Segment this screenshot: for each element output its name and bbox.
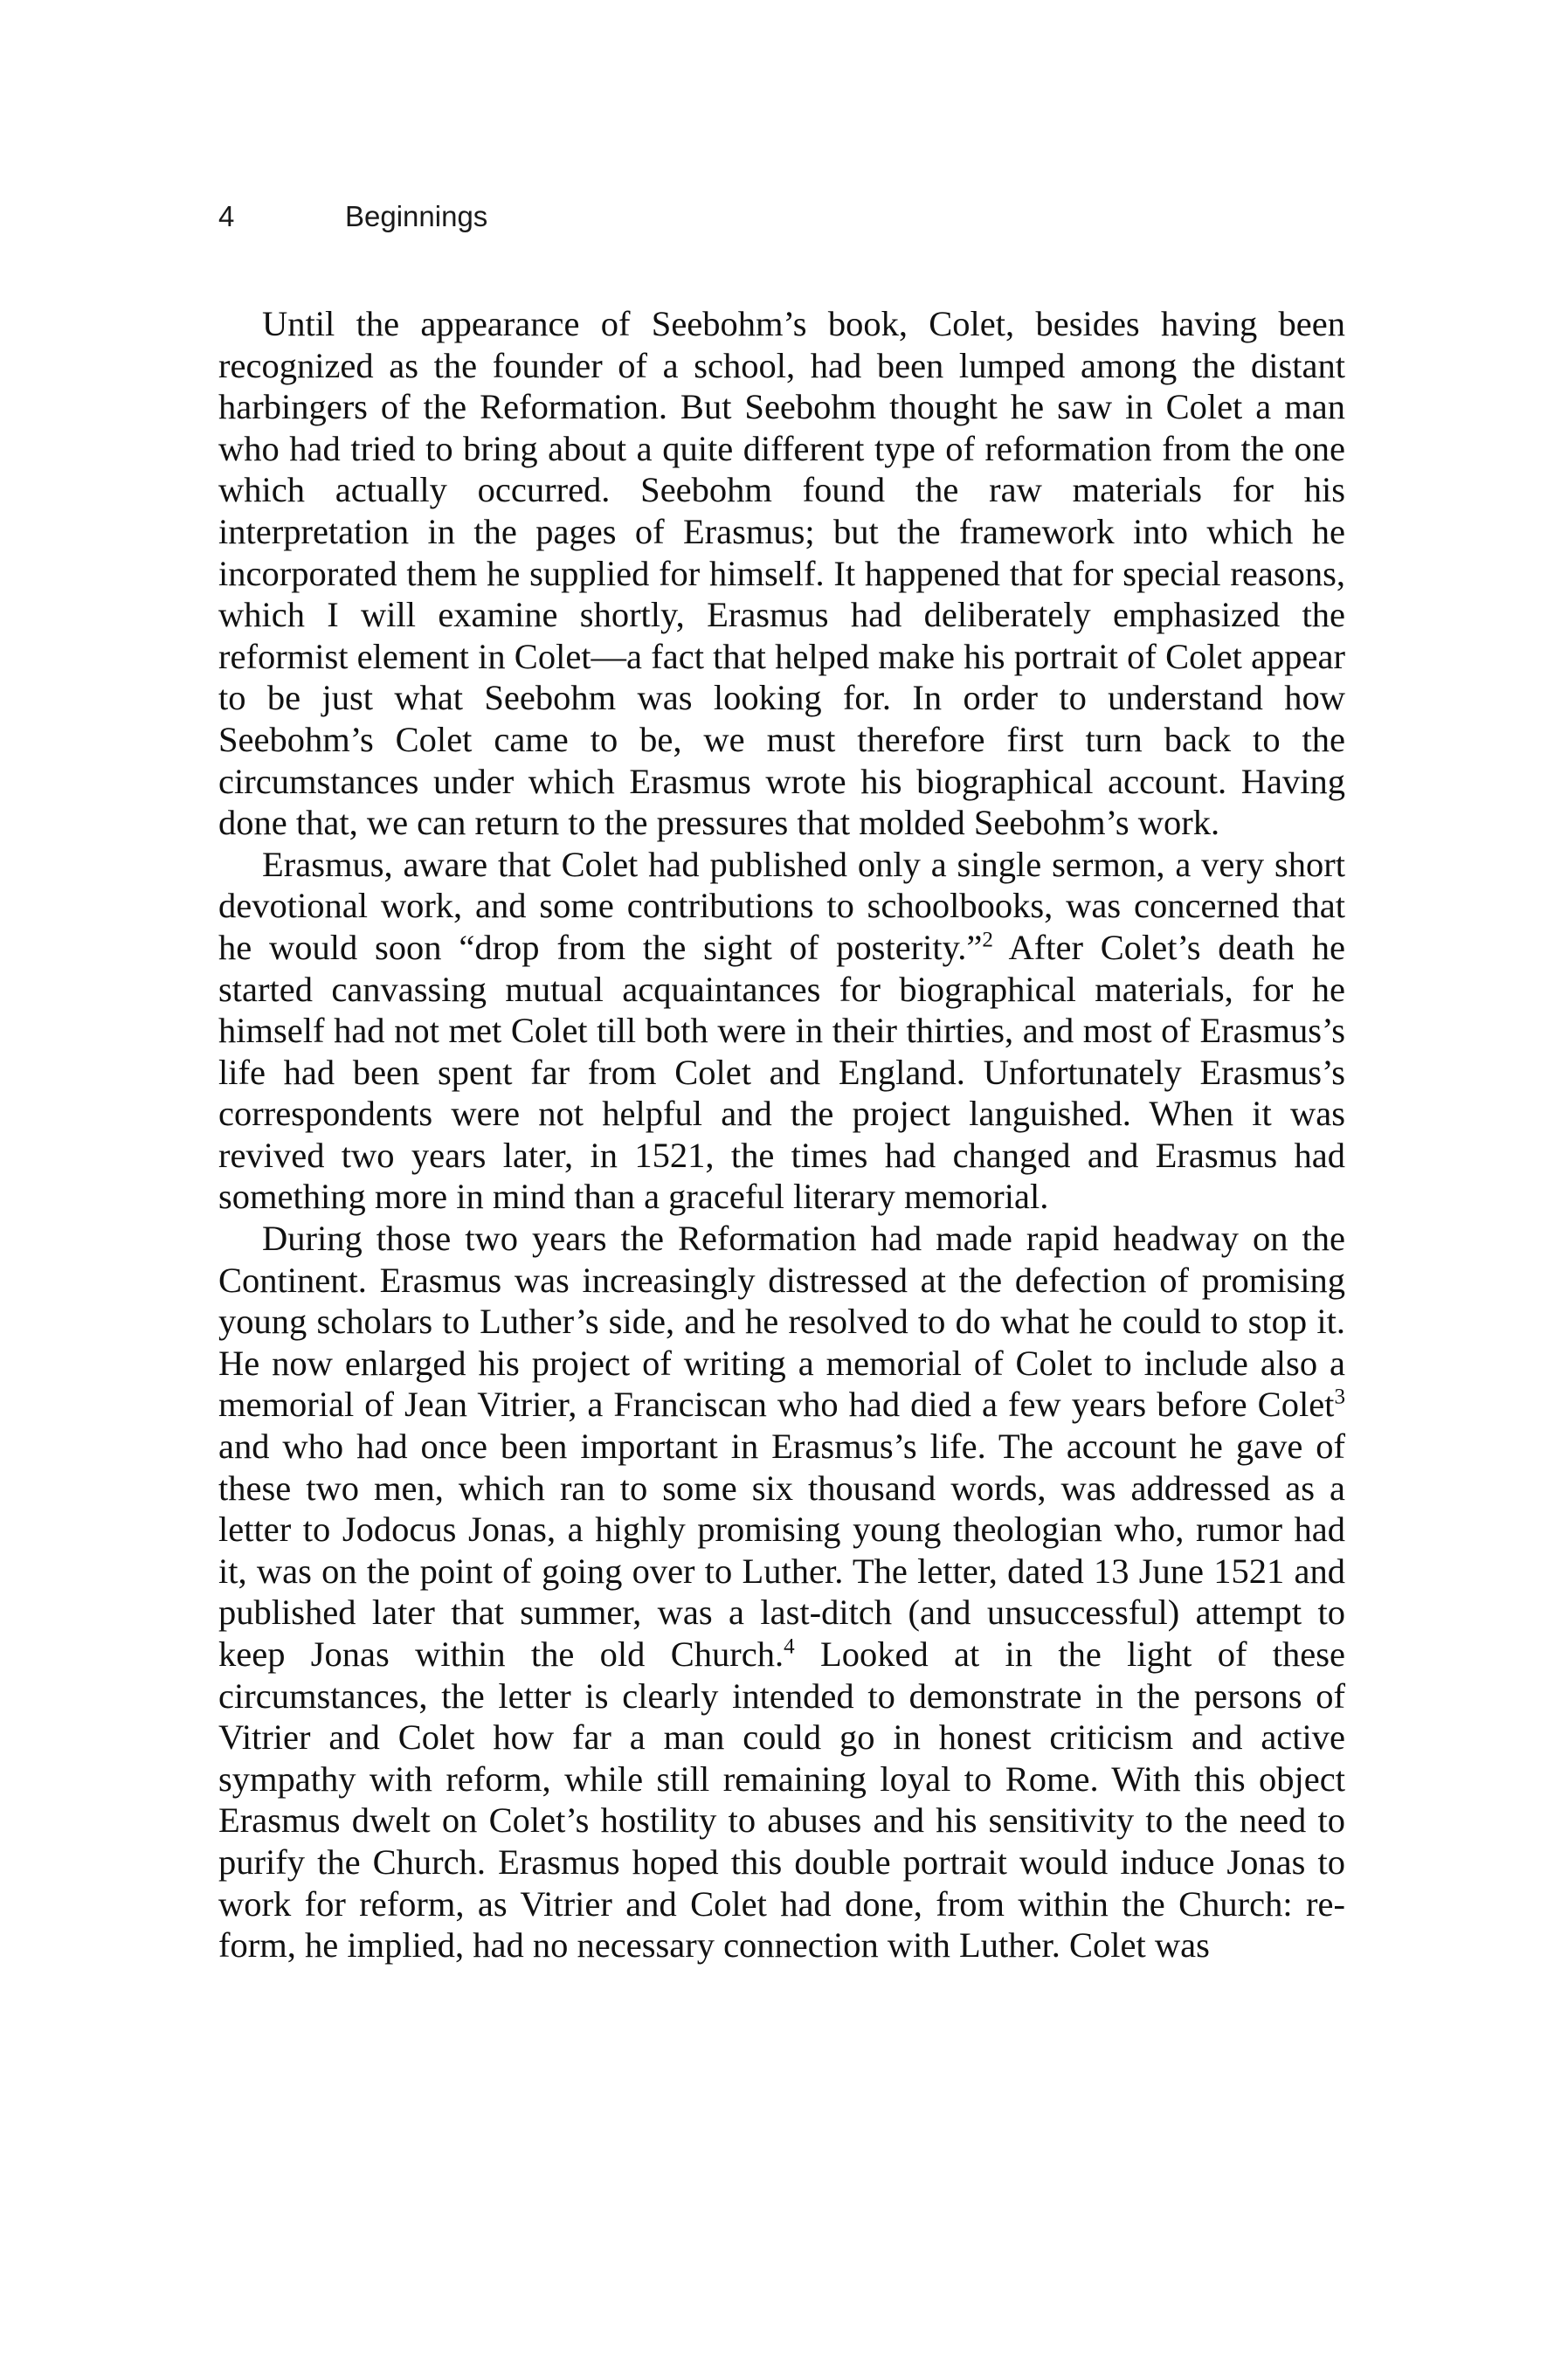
paragraph-3-text-c: Looked at in the light of these circumstances, the letter is clearly intended to demonstrate in the persons of Vitrier and Colet how far a man could go in honest criticism and active sympathy with reform, while still remaining loyal to Rome. With this object Erasmus dwelt on Colet’s hostility to abuses and his sensitivity to the need to purify the Church. Erasmus hoped this double portrait would induce Jonas to work for reform, as Vitrier and Colet had done, from within the Church: reform, he implied, had no necessary connection with Luther. Colet was: [218, 1634, 1345, 1966]
chapter-title: Beginnings: [345, 200, 488, 232]
paragraph-3-text-b: and who had once been important in Erasmus’s life. The account he gave of these two men, which ran to some six thousand words, was addressed as a letter to Jodocus Jonas, a highly promising young theologian who, rumor had it, was on the point of going over to Luther. The letter, dated 13 June 1521 and published later that summer, was a last-ditch (and unsuccessful) attempt to keep Jonas within the old Church.: [218, 1427, 1345, 1674]
footnote-marker-4: 4: [784, 1634, 795, 1659]
page-number: 4: [218, 200, 235, 232]
paragraph-1: [218, 303, 1345, 844]
footnote-marker-2: 2: [982, 928, 993, 952]
paragraph-1-text: Until the appearance of Seebohm’s book, Colet, besides having been recognized as the founder of a school, had been lumped among the distant harbingers of the Reformation. But Seebohm thought he saw in Colet a man who had tried to bring about a quite different type of reformation from the one which actually occurred. Seebohm found the raw materials for his interpretation in the pages of Erasmus; but the framework into which he incorporated them he supplied for himself. It happened that for special reasons, which I will examine shortly, Erasmus had deliberately emphasized the reformist element in Colet—a fact that helped make his portrait of Colet appear to be just what Seebohm was looking for. In order to understand how Seebohm’s Colet came to be, we must therefore first turn back to the circumstances under which Erasmus wrote his biographical account. Having done that, we can return to the pressures that molded Seebohm’s work.: [218, 304, 1345, 843]
paragraph-2-text-a: Erasmus, aware that Colet had published only a single sermon, a very short devotional work, and some contributions to schoolbooks, was concerned that he would soon “drop from the sight of posterity.”: [218, 844, 1345, 967]
paragraph-3-text-a: During those two years the Reformation had made rapid headway on the Continent. Erasmus was increasingly distressed at the defection of promising young scholars to Luther’s side, and he resolved to do what he could to stop it. He now enlarged his project of writing a memorial of Colet to include also a memorial of Jean Vitrier, a Franciscan who had died a few years before Colet: [218, 1219, 1345, 1425]
paragraph-2-text-b: After Colet’s death he started canvassing mutual acquaintances for biographical materials, for he himself had not met Colet till both were in their thirties, and most of Erasmus’s life had been spent far from Colet and England. Unfortunately Erasmus’s correspondents were not helpful and the project languished. When it was revived two years later, in 1521, the times had changed and Erasmus had something more in mind than a graceful literary memorial.: [218, 927, 1345, 1217]
paragraph-2: [218, 844, 1345, 1218]
running-head: [218, 199, 487, 234]
footnote-marker-3: 3: [1334, 1385, 1345, 1409]
paragraph-3: [218, 1218, 1345, 1966]
body-text: [218, 303, 1345, 1966]
